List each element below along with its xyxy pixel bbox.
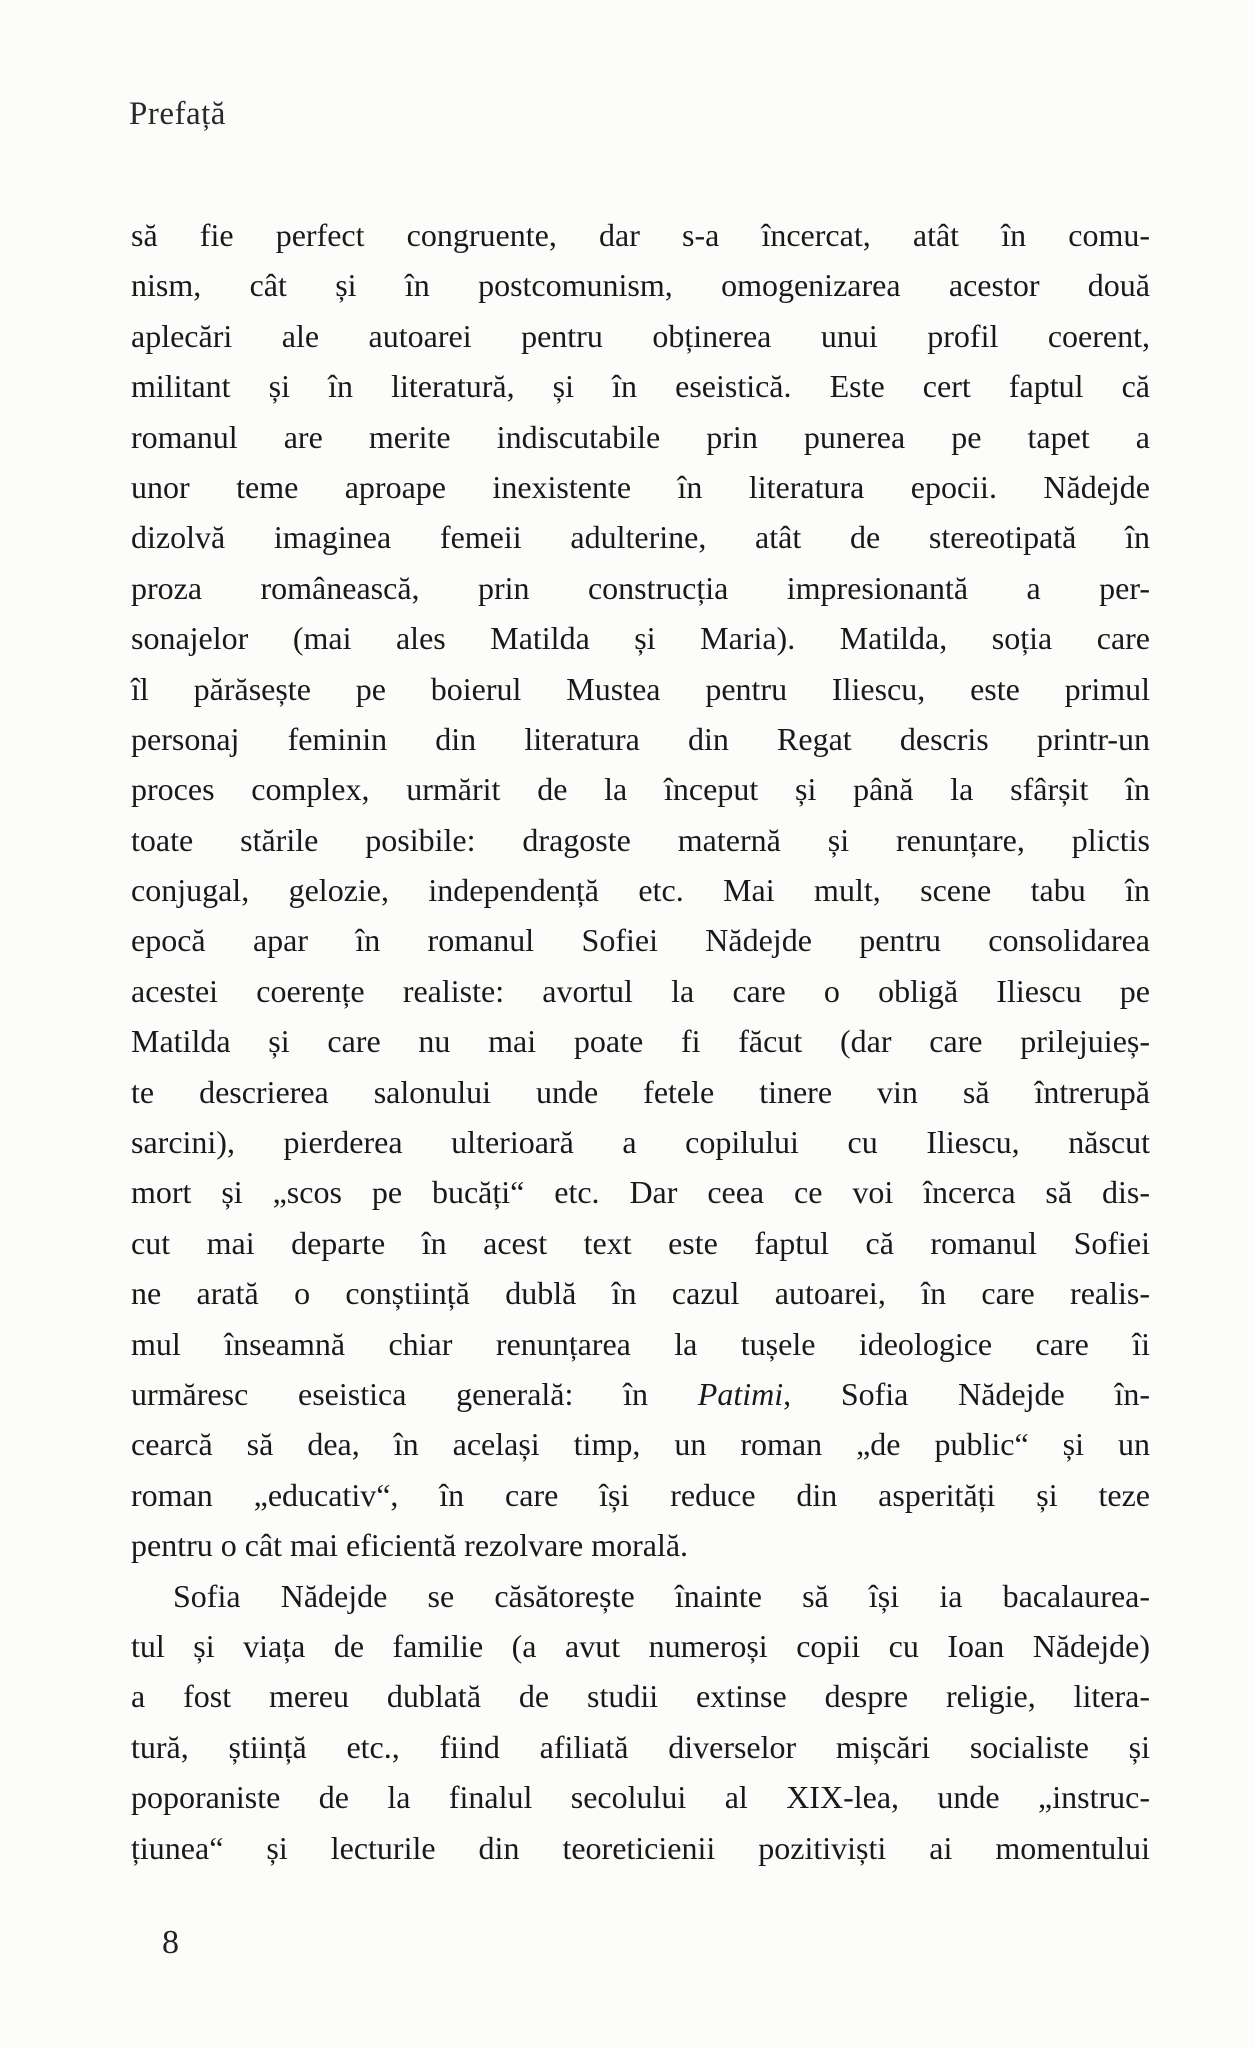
text-line: dizolvă imaginea femeii adulterine, atât de stereotipată în xyxy=(131,519,1150,556)
text-line: acestei coerențe realiste: avortul la care o obligă Iliescu pe xyxy=(131,972,1150,1009)
running-header: Prefață xyxy=(129,96,226,132)
text-line: militant și în literatură, și în eseistică. Este cert faptul că xyxy=(131,368,1150,405)
text-line: a fost mereu dublată de studii extinse despre religie, litera- xyxy=(131,1678,1150,1715)
text-line: îl părăsește pe boierul Mustea pentru Iliescu, este primul xyxy=(131,670,1150,707)
text-line: pentru o cât mai eficientă rezolvare morală. xyxy=(131,1527,689,1564)
paragraph xyxy=(131,1571,1150,1873)
text-line: te descrierea salonului unde fetele tinere vin să întrerupă xyxy=(131,1073,1150,1110)
text-line: cearcă să dea, în același timp, un roman „de public“ și un xyxy=(131,1426,1150,1463)
text-line: țiunea“ și lecturile din teoreticienii pozitiviști ai momentului xyxy=(131,1829,1150,1866)
text-line: Matilda și care nu mai poate fi făcut (dar care prilejuieș- xyxy=(131,1023,1150,1060)
paragraph xyxy=(131,210,1150,1571)
page-number: 8 xyxy=(162,1924,179,1961)
text-line: proza românească, prin construcția impresionantă a per- xyxy=(131,569,1150,606)
text-line: Sofia Nădejde se căsătorește înainte să își ia bacalaurea- xyxy=(173,1577,1150,1614)
text-segment: , Sofia Nădejde în- xyxy=(783,1375,1151,1412)
text-line xyxy=(131,1369,1150,1419)
text-segment: urmăresc eseistica generală: în xyxy=(131,1375,698,1412)
text-line: nism, cât și în postcomunism, omogenizarea acestor două xyxy=(131,267,1150,304)
text-line: cut mai departe în acest text este faptul că romanul Sofiei xyxy=(131,1224,1150,1261)
text-line: sonajelor (mai ales Matilda și Maria). Matilda, soția care xyxy=(131,620,1150,657)
book-title-italic: Patimi xyxy=(697,1375,784,1412)
text-line: sarcini), pierderea ulterioară a copilului cu Iliescu, născut xyxy=(131,1124,1150,1161)
text-line: conjugal, gelozie, independență etc. Mai mult, scene tabu în xyxy=(131,872,1150,909)
text-line: unor teme aproape inexistente în literatura epocii. Nădejde xyxy=(131,468,1150,505)
text-line: epocă apar în romanul Sofiei Nădejde pentru consolidarea xyxy=(131,922,1150,959)
text-line: romanul are merite indiscutabile prin punerea pe tapet a xyxy=(131,418,1150,455)
text-line: roman „educativ“, în care își reduce din asperități și teze xyxy=(131,1476,1150,1513)
text-line: poporaniste de la finalul secolului al XIX-lea, unde „instruc- xyxy=(131,1779,1150,1816)
body-text xyxy=(131,210,1150,1873)
text-line: personaj feminin din literatura din Regat descris printr-un xyxy=(131,720,1150,757)
text-line: toate stările posibile: dragoste maternă și renunțare, plictis xyxy=(131,821,1150,858)
text-line: proces complex, urmărit de la început și până la sfârșit în xyxy=(131,771,1150,808)
text-line: mort și „scos pe bucăți“ etc. Dar ceea ce voi încerca să dis- xyxy=(131,1174,1150,1211)
text-line: tul și viața de familie (a avut numeroși copii cu Ioan Nădejde) xyxy=(131,1627,1150,1664)
text-line: tură, știință etc., fiind afiliată diverselor mișcări socialiste și xyxy=(131,1728,1150,1765)
text-line: aplecări ale autoarei pentru obținerea unui profil coerent, xyxy=(131,317,1150,354)
text-line: mul înseamnă chiar renunțarea la tușele ideologice care îi xyxy=(131,1325,1150,1362)
text-line: să fie perfect congruente, dar s-a încercat, atât în comu- xyxy=(131,217,1150,253)
text-line: ne arată o conștiință dublă în cazul autoarei, în care realis- xyxy=(131,1275,1150,1312)
